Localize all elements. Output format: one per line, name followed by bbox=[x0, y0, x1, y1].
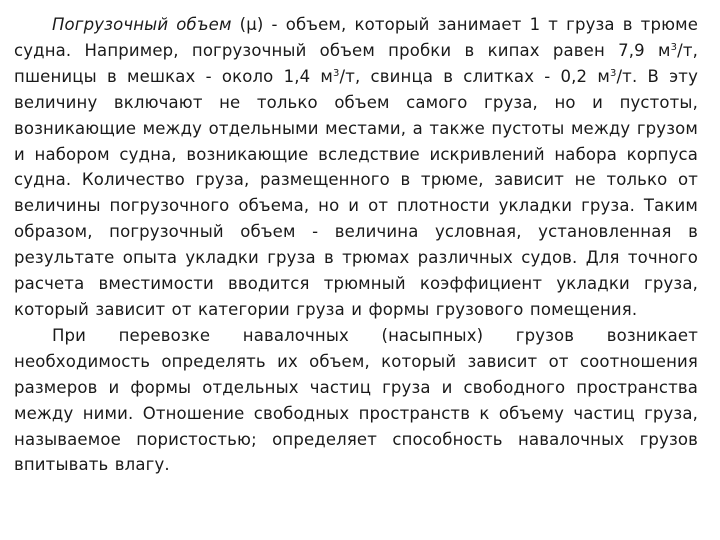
document-page bbox=[14, 12, 698, 478]
paragraph-loading-volume bbox=[14, 12, 698, 323]
paragraph-bulk-cargo: При перевозке навалочных (насыпных) грузов возникает необходимость определять их объем, который зависит от соотношения размеров и формы отдельных частиц груза и свободного пространства между ними. Отношение свободных пространств к объему частиц груза, называемое пористостью; определяет способность навалочных грузов впитывать влагу. bbox=[14, 325, 698, 475]
text-segment: /т, свинца в слитках - 0,2 м bbox=[339, 66, 610, 86]
superscript-3: 3 bbox=[670, 41, 678, 53]
superscript-3: 3 bbox=[333, 67, 340, 79]
superscript-3: 3 bbox=[609, 67, 617, 79]
term-loading-volume: Погрузочный объем bbox=[52, 15, 232, 34]
text-segment: (μ) - объем, который занимает 1 т груза в трюме судна. Например, погрузочный объем пробки в кипах равен 7,9 м bbox=[14, 15, 699, 60]
text-segment: /т, пшеницы в мешках - около 1,4 м bbox=[14, 40, 698, 86]
text-segment: /т. В эту величину включают не только объем самого груза, но и пустоты, возникающие между отдельными местами, а также пустоты между грузом и набором судна, возникающие вследствие искривлений набора корпуса судна. Количество груза, размещенного в трюме, зависит не только от величины погрузочного объема, но и от плотности укладки груза. Таким образом, погрузочный объем - величина условная, установленная в результате опыта укладки груза в трюмах различных судов. Для точного расчета вместимости вводится трюмный коэффициент укладки груза, который зависит от категории груза и формы грузового помещения. bbox=[14, 66, 698, 319]
